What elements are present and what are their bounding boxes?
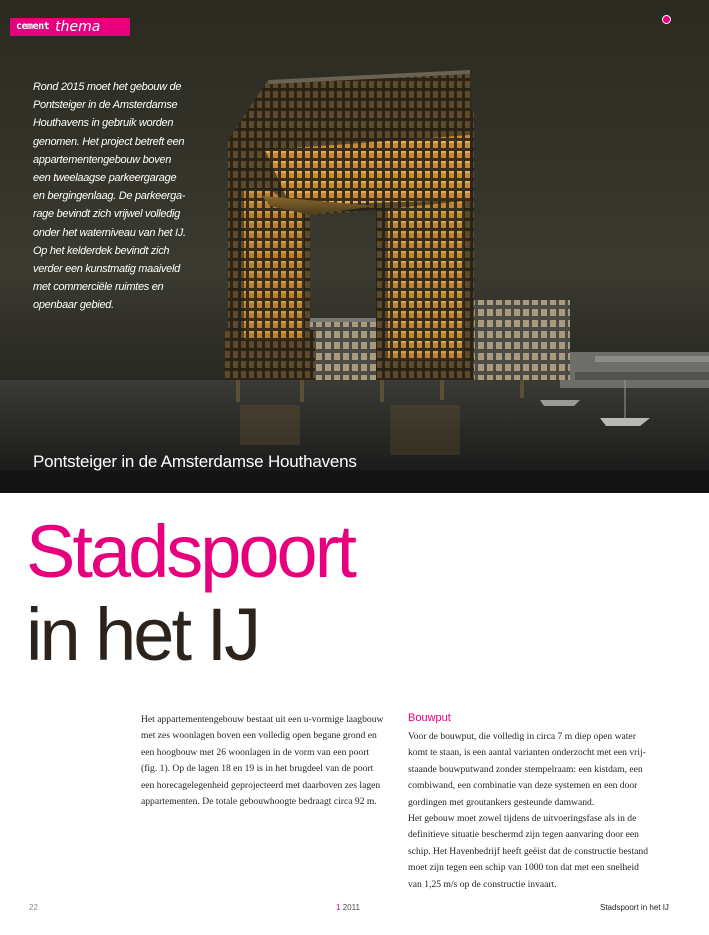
brand-rule — [10, 35, 130, 36]
body-column-left — [141, 712, 390, 810]
body-column-right — [408, 729, 669, 893]
intro-line: openbaar gebied. — [33, 299, 114, 312]
issue-info — [336, 903, 360, 912]
body-line: van 1,25 m/s op de constructie invaart. — [408, 878, 557, 890]
section-heading-bouwput: Bouwput — [408, 712, 451, 724]
magazine-logo: cement — [10, 18, 52, 35]
intro-line: Houthavens in gebruik worden — [33, 117, 174, 130]
issue-year: 2011 — [342, 903, 360, 912]
intro-line: appartementengebouw boven — [33, 153, 172, 166]
issue-number: 1 — [336, 903, 341, 912]
body-line: moet zijn tegen een schip van 1000 ton dat met een snelheid — [408, 862, 639, 874]
intro-line: met commerciële ruimtes en — [33, 281, 164, 294]
intro-line: en bergingenlaag. De parkeerga- — [33, 190, 186, 203]
intro-line: onder het waterniveau van het IJ. — [33, 226, 186, 239]
intro-line: een tweelaagse parkeergarage — [33, 172, 177, 185]
intro-line: Op het kelderdek bevindt zich — [33, 244, 170, 257]
article-subtitle: Pontsteiger in de Amsterdamse Houthavens — [33, 452, 357, 471]
body-line: een horecagelegenheid geprojecteerd met daarboven zes lagen — [141, 779, 381, 791]
page-number: 22 — [29, 903, 38, 912]
intro-line: genomen. Het project betreft een — [33, 135, 185, 148]
body-line: schip. Het Havenbedrijf heeft geëist dat de constructie bestand — [408, 845, 649, 857]
body-line: definitieve situatie beschermd zijn tegen aanvaring door een — [408, 829, 639, 841]
magazine-brand-tab — [10, 18, 130, 35]
body-line: combiwand, een combinatie van deze systemen en een door — [408, 780, 638, 792]
body-line: Voor de bouwput, die volledig in circa 7 m diep open water — [408, 731, 636, 742]
body-line: (fig. 1). Op de lagen 18 en 19 is in het brugdeel van de poort — [141, 763, 374, 775]
intro-line: Rond 2015 moet het gebouw de — [33, 81, 182, 93]
body-line: appartementen. De totale gebouwhoogte bedraagt circa 92 m. — [141, 796, 377, 808]
article-title-line-1: Stadspoort — [26, 510, 354, 593]
intro-line: verder een kunstmatig maaiveld — [33, 263, 180, 276]
intro-line: rage bevindt zich vrijwel volledig — [33, 208, 180, 221]
section-label: thema — [55, 18, 101, 35]
intro-line: Pontsteiger in de Amsterdamse — [33, 99, 178, 112]
body-line: staande bouwputwand zonder stempelraam: een kistdam, een — [408, 763, 643, 775]
body-line: Het gebouw moet zowel tijdens de uitvoeringsfase als in de — [408, 813, 637, 825]
intro-text — [33, 78, 205, 315]
running-title: Stadspoort in het IJ — [600, 903, 669, 912]
article-title-line-2: in het IJ — [26, 593, 259, 676]
body-line: gordingen met groutankers gesteunde damwand. — [408, 796, 595, 808]
body-line: een hoogbouw met 26 woonlagen in de vorm van een poort — [141, 746, 370, 758]
body-line: Het appartementengebouw bestaat uit een u-vormige laagbouw — [141, 714, 384, 725]
page-marker-dot — [662, 15, 671, 24]
body-line: met zes woonlagen boven een volledig open begane grond en — [141, 730, 377, 742]
body-line: komt te staan, is een aantal varianten onderzocht met een vrij- — [408, 747, 646, 759]
